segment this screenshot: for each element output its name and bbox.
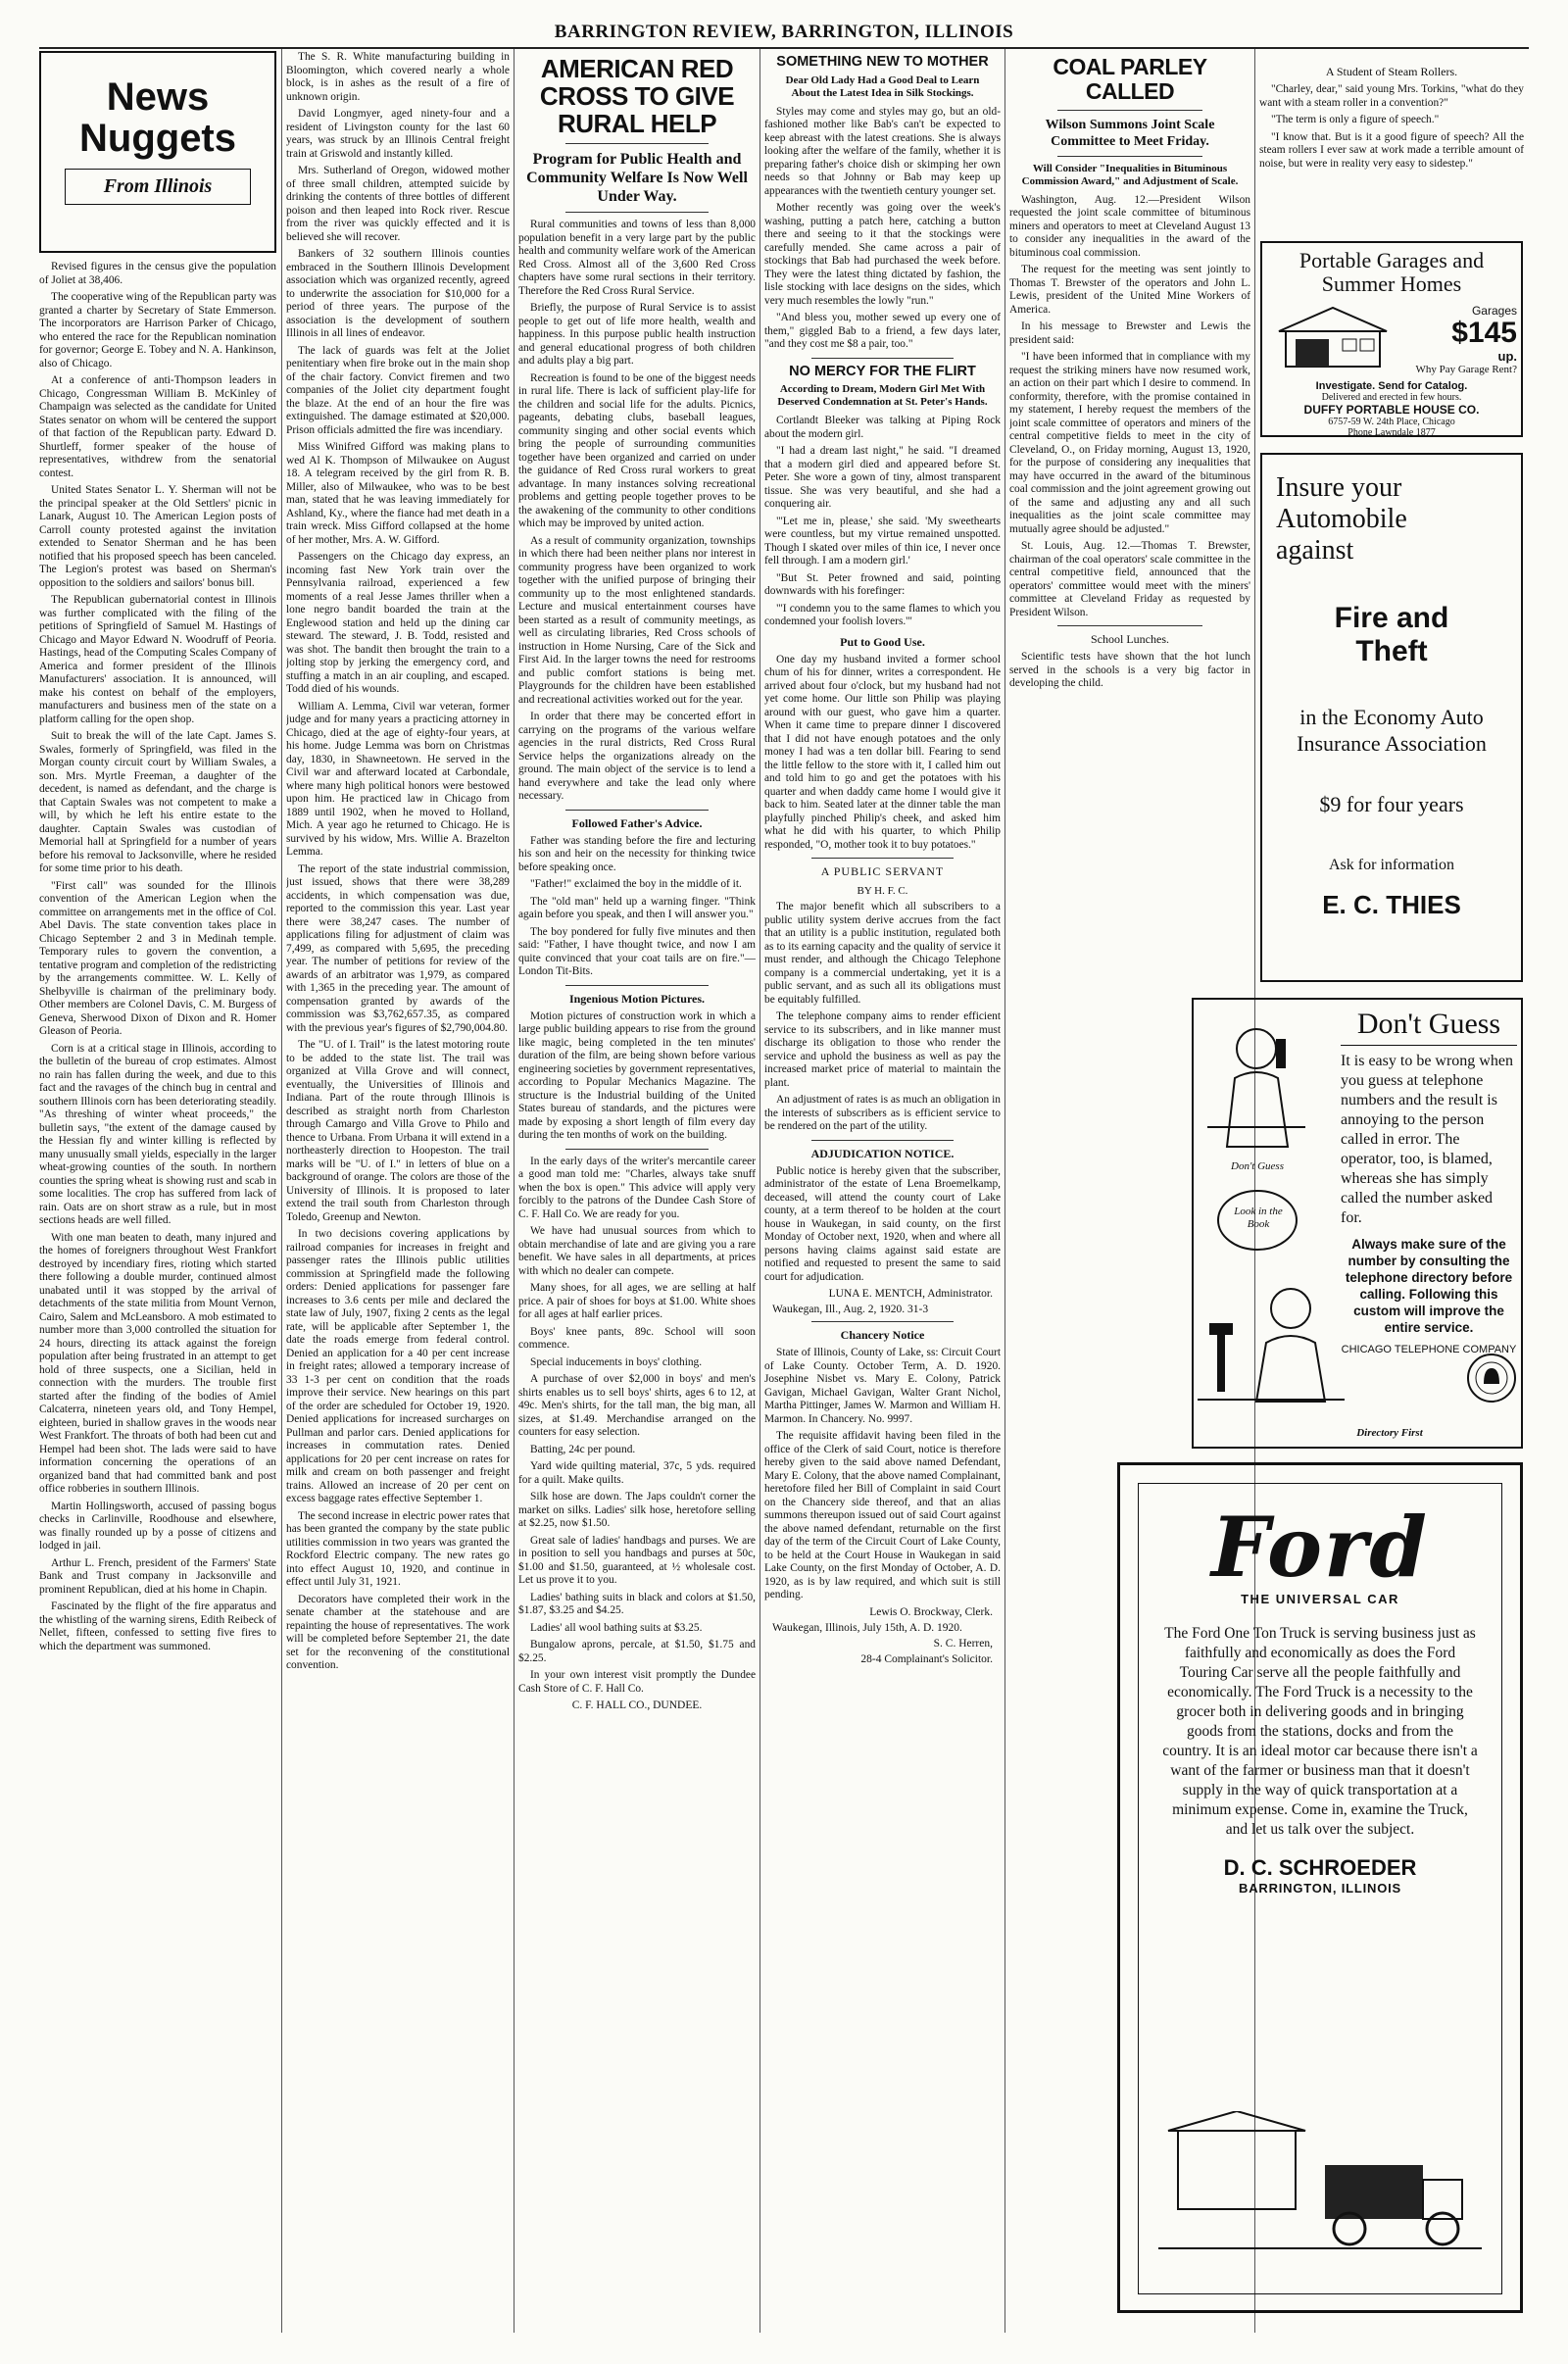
- use-heading: Put to Good Use.: [840, 634, 925, 649]
- nuggets-title-news: News: [106, 75, 210, 119]
- ford-logo: Ford: [1210, 1499, 1430, 1596]
- insure-ask: Ask for information: [1329, 857, 1454, 873]
- chancery-date: Waukegan, Illinois, July 15th, A. D. 1920.: [772, 1621, 962, 1634]
- article-paragraph: In his message to Brewster and Lewis the president said:: [1009, 320, 1250, 346]
- bell-seal-icon: [1466, 1353, 1517, 1404]
- article-paragraph: Motion pictures of construction work in which a large public building appears to rise from the ground like magic, being completed in the ten minutes' duration of the film, are being shown before various engineering societies by government representatives, according to Popular Mechanics Magazine. The structure is the Industrial building of the United States bureau of standards, and the pictures were made by exposing a short length of film every day during the ten months of work on the building.: [518, 1010, 756, 1142]
- garage-up: up.: [1497, 349, 1517, 364]
- article-paragraph: Special inducements in boys' clothing.: [530, 1355, 703, 1368]
- article-paragraph: The Republican gubernatorial contest in Illinois was further complicated with the filing of the petitions of Springfield of Samuel M. Hastings of Chicago and Mayor Edward N. Woodruff of Peoria. Hastings, head of the Computing Scales Company of America and former president of the Illinois Manufacturers' association. It is announced, will make his contest on behalf of the employers, manufacturers and business men of the state on a platform calling for the open shop.: [39, 594, 276, 725]
- article-paragraph: The cooperative wing of the Republican party was granted a charter by Secretary of State Emmerson. The incorporators are Harrison Parker of Chicago, who entered the race for the Republican nomination for governor; George E. Tobey and N. A. Hankinson, also of Chicago.: [39, 291, 276, 369]
- article-paragraph: "But St. Peter frowned and said, pointing downwards with his forefinger:: [764, 571, 1001, 598]
- servant-byline: BY H. F. C.: [857, 885, 908, 898]
- article-paragraph: Passengers on the Chicago day express, an incoming fast New York train over the Pennsylvania railroad, experienced a few moments of a real Jesse James thriller when a lone negro bandit boarded the train at the Englewood station and held up the dining car steward. The steward, J. B. Todd, resisted and was shot. The bandit then brought the train to a jolting stop by jerking the emergency cord, and stuffing a match in an air coupling, and escaped. Todd died of his wounds.: [286, 551, 510, 695]
- garage-label: Garages: [1471, 304, 1517, 318]
- adjudication-body: [764, 1165, 1001, 1285]
- use-body: [764, 654, 1001, 853]
- nuggets-from: From Illinois: [65, 169, 251, 205]
- article-paragraph: Martin Hollingsworth, accused of passing bogus checks in Carlinville, Roodhouse and elsewhere, was finally rounded up by a posse of citizens and lodged in jail.: [39, 1500, 276, 1551]
- garage-phone: Phone Lawndale 1877: [1348, 427, 1436, 438]
- ford-truck-illustration: [1158, 2111, 1482, 2258]
- article-paragraph: Scientific tests have shown that the hot lunch served in the schools is a very big factor in developing the child.: [1009, 651, 1250, 690]
- article-paragraph: Many shoes, for all ages, we are selling at half price. A pair of shoes for boys at $1.00. White shoes for all ages at half earlier prices.: [518, 1282, 756, 1321]
- article-paragraph: Public notice is hereby given that the subscriber, administrator of the estate of Lena Broemelkamp, deceased, will attend the county court of Lake county, at a term thereof to be holden at the court house in Waukegan, in said county, on the first Monday of October next, 1920, when and where all persons having claims against said estate are notified and requested to present the same to said court for adjudication.: [764, 1164, 1001, 1283]
- article-paragraph: Father was standing before the fire and lecturing his son and heir on the necessity for thinking twice before speaking once.: [518, 834, 756, 873]
- adjudication-signature: LUNA E. MENTCH, Administrator.: [828, 1288, 993, 1301]
- insure-theft: Theft: [1355, 635, 1428, 667]
- article-paragraph: Yard wide quilting material, 37c, 5 yds. required for a quilt. Make quilts.: [518, 1460, 756, 1486]
- article-paragraph: Boys' knee pants, 89c. School will soon commence.: [518, 1325, 756, 1352]
- chancery-heading: Chancery Notice: [840, 1328, 925, 1343]
- ford-body: The Ford One Ton Truck is serving business just as faithfully and economically as does the Ford Touring Car serve all the people faithfully and economically. The Ford Truck is a necessity to the grocer both in delivering goods and in bringing goods from the stations, docks and from the country. It is an ideal motor car because there isn't a want of the farmer or business man that it doesn't supply in the way of quick transportation at a minimum expense. Come in, examine the Truck, and let us talk over the subject.: [1162, 1625, 1478, 1838]
- garage-price: $145: [1451, 317, 1517, 349]
- column-rule: [1004, 49, 1005, 2333]
- garage-delivered: Delivered and erected in few hours.: [1321, 392, 1462, 403]
- column-red-cross: [518, 51, 756, 2335]
- divider: [565, 212, 708, 213]
- article-paragraph: Silk hose are down. The Japs couldn't corner the market on silks. Ladies' silk hose, heretofore selling at $2.25, now $1.50.: [518, 1491, 756, 1530]
- ford-tagline: THE UNIVERSAL CAR: [1241, 1592, 1399, 1606]
- article-paragraph: "I know that. But is it a good figure of speech? All the steam rollers I ever saw at work made a terrible amount of noise, but were in reality very easy to sidestep.": [1259, 130, 1524, 170]
- article-paragraph: William A. Lemma, Civil war veteran, former judge and for many years a practicing attorney in Chicago, died at the age of eighty-four years, at his home. Judge Lemma was born on Christmas day, 1830, in Shawneetown. He served in the Civil war and afterward located at Carbondale, where many high political honors were bestowed upon him. He practiced law in Chicago from 1889 until 1902, when he moved to Holland, Mich. A year ago he returned to Chicago. He is survived by his widow, Mrs. Willie A. Brazelton Lemma.: [286, 700, 510, 858]
- servant-heading: A PUBLIC SERVANT: [820, 864, 945, 879]
- chancery-solicitor-title: 28-4 Complainant's Solicitor.: [860, 1652, 993, 1665]
- article-paragraph: Fascinated by the flight of the fire apparatus and the whistling of the warning sirens, Edith Reibeck of Nellet, fifteen, confessed to setting five fires to which the department was summoned.: [39, 1601, 276, 1652]
- insure-line-3: against: [1276, 535, 1354, 566]
- chancery-solicitor: S. C. Herren,: [933, 1637, 993, 1650]
- ford-town: BARRINGTON, ILLINOIS: [1239, 1881, 1401, 1896]
- father-heading: Followed Father's Advice.: [571, 815, 703, 830]
- article-paragraph: David Longmyer, aged ninety-four and a resident of Livingston county for the last 60 years, was struck by an Illinois Central freight train at Griswold and instantly killed.: [286, 108, 510, 160]
- article-paragraph: "I have been informed that in compliance with my request the striking miners have now resumed work, an action on their part which I desire to commend. In conformity, therefore, with the promise contained in my statement, I hereby request the members of the joint scale committee of operators and miners of the central competitive fields to meet in the city of Cleveland, O., on Friday morning, August 13, 1920, for the purpose of considering any inequalities that may have occurred in the award of the bituminous coal commission and the joint agreement growing out of the same and adjusting any and all such inequalities as the joint scale committee may mutually agree should be adjusted.": [1009, 351, 1250, 535]
- ford-ad: [1117, 1462, 1523, 2313]
- divider: [565, 1149, 708, 1150]
- article-paragraph: In two decisions covering applications by railroad companies for increases in freight and passenger rates the Illinois public utilities commission at Springfield made the following orders: Denied applications for passenger fare increases to 3.6 cents per mile and declared the state law of July, 1907, fixing 2 cents as the legal rate, will be applicable after September 1, the date the roads emerge from federal control. Denied an application for a 40 per cent increase in freight rates; allowed a temporary increase of 33 1-3 per cent on condition that the roads improve their service. New hearings on this part of the order are scheduled for October 19, 1920. Denied applications for increased surcharges on Pullman and parlor cars. Denied applications for increases in commutation rates. Denied applications for 20 per cent increase on rates for milk and cream on both passenger and freight trains. Allowed an increase of 20 per cent on excess baggage rates effective September 1.: [286, 1228, 510, 1504]
- masthead-rule: [39, 47, 1529, 49]
- insure-line-2: Automobile: [1276, 504, 1407, 534]
- article-paragraph: "The term is only a figure of speech.": [1271, 114, 1440, 125]
- motion-heading: Ingenious Motion Pictures.: [568, 991, 706, 1006]
- article-paragraph: An adjustment of rates is as much an obligation in the interests of subscribers as is efficient service to be rendered on the part of the utility.: [764, 1094, 1001, 1133]
- divider: [565, 810, 708, 811]
- article-paragraph: Ladies' all wool bathing suits at $3.25.: [530, 1621, 703, 1634]
- telephone-title: Don't Guess: [1341, 1008, 1517, 1046]
- article-paragraph: Recreation is found to be one of the biggest needs in rural life. There is lack of sufficient play-life for the children and social life for the adults. Picnics, pageants, debating clubs, baseball leagues, community singing and other social events which bring the people of surrounding communities together have been organized and carried on under the guidance of Red Cross rural workers to great advantage. In many instances solving recreational problems and getting people together proves to be the awakening of the community to other conditions which may be improved by united action.: [518, 371, 756, 530]
- article-paragraph: The telephone company aims to render efficient service to its subscribers, and in like manner must discharge its obligation to those who render the service and uphold the business as well as pay the increased market price of material to maintain the plant.: [764, 1010, 1001, 1089]
- article-paragraph: "First call" was sounded for the Illinois convention of the American Legion when the committee on arrangements met in the office of Col. Abel Davis. The state convention takes place in Chicago September 2 and 3 in Medinah temple. Temporary rules to govern the convention, a tentative program and completion of the redistricting by the arrangements committee. W. L. Kelly of Shelbyville is chairman of the preliminary body. Other members are Colonel Davis, C. M. Burgess of Geneva, Sherwood Dixon of Dixon and R. Homer Gleason of Peoria.: [39, 879, 276, 1037]
- article-paragraph: In your own interest visit promptly the Dundee Cash Store of C. F. Hall Co.: [518, 1669, 756, 1695]
- article-paragraph: Batting, 24c per pound.: [530, 1443, 636, 1455]
- article-paragraph: Ladies' bathing suits in black and colors at $1.50, $1.87, $3.25 and $4.25.: [518, 1591, 756, 1617]
- coal-deck-2: Will Consider "Inequalities in Bituminous Commission Award," and Adjustment of Scale.: [1021, 162, 1239, 187]
- motion-body: [518, 1010, 756, 1143]
- insure-association: in the Economy Auto Insurance Association: [1297, 705, 1487, 756]
- store-body: [518, 1156, 756, 1697]
- article-paragraph: With one man beaten to death, many injured and the homes of foreigners throughout West Frankfort destroyed by incendiary fires, rioting which started there following a double murder, continued almost unabated until it was stopped by the arrival of detachments of the state militia from Mount Vernon, Cairo, Salem and McLeansboro. A mob estimated to number more than 3,000 controlled the situation for 24 hours, directing its attack against the foreign population after being frustrated in an attempt to get hold of three suspects, one a Sicilian, held in connection with the murders. The trouble first started after the finding of the bodies of Amiel Calcaterra, nineteen years old, and Tony Hempel, eighteen, buried in shallow graves in the woods near West Frankfort. The throats of both had been cut and Hempel had been shot. The lads were said to have information concerning the operations of an organized band that had committed bank and post office robberies in southern Illinois.: [39, 1231, 276, 1495]
- article-paragraph: Mother recently was going over the week's washing, putting a patch here, catching a button there and seeing to it that the stockings were carefully mended. She came across a pair of stockings that Bab had purchased the week before. They were the latest thing dictated by fashion, the lisle stocking with lace designs on the sides, which very much resembles the lowly "run.": [764, 202, 1001, 307]
- adjudication-date: Waukegan, Ill., Aug. 2, 1920. 31-3: [772, 1304, 929, 1316]
- article-paragraph: The "old man" held up a warning finger. "Think again before you speak, and then I will answer you.": [518, 895, 756, 921]
- briefs-body: [286, 51, 510, 1673]
- column-rollers: [1259, 51, 1524, 237]
- garage-why: Why Pay Garage Rent?: [1415, 364, 1517, 375]
- article-paragraph: One day my husband invited a former school chum of his for dinner, writes a correspondent. He arrived about four o'clock, but my husband had not yet come home. Our little son Philip was playing around with our guest, who gave him a quarter. When it came time to prepare dinner I discovered that I did not have enough potatoes and the only money I had was a ten dollar bill. Fearing to send the little fellow to the store with it, I called him out and told him to go and get the potatoes with his quarter and when daddy came home I would give it back to him. Seated later at the dinner table the man playfully pinched Philip's cheek, and asked him what he did with his quarter, to which Philip responded, "O, mother took it to buy potatoes.": [764, 653, 1001, 851]
- article-paragraph: Great sale of ladies' handbags and purses. We are in position to sell you handbags and purses at 50c, $1.00 and $1.50, guaranteed, at ½ wholesale cost. Let us prove it to you.: [518, 1534, 756, 1587]
- article-paragraph: Miss Winifred Gifford was making plans to wed Al K. Thompson of Milwaukee on August 18. A telegram received by the girl from R. B. Miller, also of Milwaukee, who was to be best man, stated that he was leaving immediately for Ashland, Ky., where the fiance had met death in a train wreck. Miss Gifford collapsed at the home of her mother, Mrs. A. W. Gifford.: [286, 441, 510, 546]
- article-paragraph: Arthur L. French, president of the Farmers' State Bank and Trust company in Jacksonville and prominent Republican, died at his home in Chapin.: [39, 1556, 276, 1596]
- article-paragraph: Cortlandt Bleeker was talking at Piping Rock about the modern girl.: [764, 415, 1001, 440]
- article-paragraph: The "U. of I. Trail" is the latest motoring route to be added to the state list. The trail was organized at Villa Grove and will connect, eventually, the Universities of Illinois and Indiana. Part of the route through Illinois is described as straight north from Charleston through Camargo and Villa Grove to Philo and thence to Urbana. From Urbana it will extend in a northeasterly direction to Hoopeston. The trail marks will be "U. of I." in letters of blue on a background of orange. The colors are those of the University of Illinois. It is proposed to later extend the trail south from Charleston through Toledo, Greenup and Newton.: [286, 1039, 510, 1223]
- article-paragraph: Rural communities and towns of less than 8,000 population benefit in a very large part by the public health and community welfare work of the American Red Cross. Almost all of the 3,600 Red Cross chapters have some rural sections in their territory. Therefore the Red Cross Rural Service.: [518, 219, 756, 297]
- adjudication-heading: ADJUDICATION NOTICE.: [810, 1146, 955, 1160]
- article-paragraph: The major benefit which all subscribers to a public utility system derive accrues from the fact that an utility is a public institution, regulated both as to its earning capacity and the quality of service it must render, and although the Chicago Telephone company is a commercial undertaking, yet it is a public servant, and as such all its obligations must be equitably fulfilled.: [764, 901, 1001, 1006]
- article-paragraph: "Charley, dear," said young Mrs. Torkins, "what do they want with a steam roller in a convention?": [1259, 83, 1524, 109]
- divider: [811, 1140, 954, 1141]
- article-paragraph: "'I condemn you to the same flames to which you condemned your foolish lovers.'": [764, 602, 1001, 628]
- column-mother: [764, 51, 1001, 2335]
- telephone-ad: [1192, 998, 1523, 1449]
- article-paragraph: St. Louis, Aug. 12.—Thomas T. Brewster, chairman of the coal operators' scale committee in the central competitive field, announced that the operators' committee would meet with the miners' committee at Cleveland Friday as requested by President Wilson.: [1009, 540, 1250, 618]
- red-cross-headline: AMERICAN RED CROSS TO GIVE RURAL HELP: [539, 54, 735, 139]
- article-paragraph: "'Let me in, please,' she said. 'My sweethearts were countless, but my virtue remained unspotted. Though I skated over miles of thin ice, I never once fell through. I am a modern girl.': [764, 515, 1001, 567]
- article-paragraph: Mrs. Sutherland of Oregon, widowed mother of three small children, attempted suicide by drinking the contents of three bottles of different poison and then leaped into Rock river. Rescue from the river was quickly effected and it is believed she will recover.: [286, 165, 510, 243]
- column-news-nuggets: [39, 51, 276, 2335]
- divider: [811, 1321, 954, 1322]
- divider: [1057, 110, 1202, 111]
- directory-man-illustration: [1198, 1264, 1345, 1411]
- article-paragraph: Briefly, the purpose of Rural Service is to assist people to get out of life more health, wealth and happiness. In this purpose public health instruction and general educational progress of both children and adults play a big part.: [518, 302, 756, 368]
- rollers-body: [1259, 83, 1524, 171]
- nuggets-title-nuggets: Nuggets: [79, 117, 236, 160]
- article-paragraph: Styles may come and styles may go, but an old-fashioned mother like Bab's can't be expected to keep abreast with the latest creations. She is always looking after the welfare of the family, whether it is preparing father's choice dish or skimping her own needs so that Johnny or Bab may keep up appearances with the twentieth century younger set.: [764, 105, 1001, 197]
- guess-man-illustration: [1198, 1010, 1315, 1157]
- article-paragraph: In the early days of the writer's mercantile career a good man told me: "Charles, always take snuff when the box is open." This advice will apply very forcibly to the patrons of the Dundee Cash Store of C. F. Hall Co. We are ready for you.: [518, 1155, 756, 1220]
- insure-agent: E. C. THIES: [1322, 890, 1461, 919]
- garage-illustration: [1274, 302, 1392, 370]
- article-paragraph: Bungalow aprons, percale, at $1.50, $1.75 and $2.25.: [518, 1639, 756, 1664]
- masthead: BARRINGTON REVIEW, BARRINGTON, ILLINOIS: [554, 22, 1014, 42]
- caption-directory-first: Directory First: [1356, 1427, 1423, 1439]
- father-body: [518, 835, 756, 979]
- mother-headline: SOMETHING NEW TO MOTHER: [776, 54, 989, 70]
- article-paragraph: The boy pondered for fully five minutes and then said: "Father, I have thought twice, and now I am quite convinced that your coat tails are on fire."—London Tit-Bits.: [518, 925, 756, 978]
- chancery-clerk: Lewis O. Brockway, Clerk.: [869, 1605, 993, 1618]
- article-paragraph: "And bless you, mother sewed up every one of them," giggled Bab to a friend, a few days later, "and they cost me $8 a pair, too.": [764, 312, 1001, 351]
- article-paragraph: Corn is at a critical stage in Illinois, according to the bulletin of the bureau of crop estimates. Almost no rain has fallen during the week, and due to this fact and the ravages of the chinch bug in central and southern Illinois corn has been deteriorating steadily. "As threshing of winter wheat proceeds," the bulletin says, "the extent of the damage caused by the Hessian fly and winter killing is reflected by many unusually small yields, especially in the larger wheat-growing counties of the south. In northern counties the spring wheat is showing rust and scab in some localities. The crop has suffered from lack of rain. Oats are on short straw as a rule, but in most sections heads are well filled.: [39, 1042, 276, 1226]
- store-signature: C. F. HALL CO., DUNDEE.: [571, 1699, 703, 1712]
- divider: [565, 143, 708, 144]
- article-paragraph: A purchase of over $2,000 in boys' and men's shirts enables us to sell boys' shirts, ages 6 to 12, at 49c. Men's shirts, for the tall man, the big man, all sizes, at $1.49. Merchandise arranged on the counters for easy selection.: [518, 1373, 756, 1439]
- mother-deck: Dear Old Lady Had a Good Deal to Learn About the Latest Idea in Silk Stockings.: [785, 74, 980, 99]
- article-paragraph: The report of the state industrial commission, just issued, shows that there were 38,289 accidents, in which compensation was due, reported to the commission this year. Last year there were 38,247 cases. The number of applications filing for adjustment of claim was 7,499, as compared with 5,695, the preceding year. The number of petitions for review of the awards of an arbitrator was 1,979, as compared with 1,365 in the preceding year. The amount of compensation granted by awards of the commission was $3,762,657.35, as compared with the previous year's figures of $2,790,004.80.: [286, 862, 510, 1034]
- insure-fire: Fire and: [1334, 602, 1449, 634]
- red-cross-body: [518, 219, 756, 804]
- article-paragraph: We have had unusual sources from which to obtain merchandise of late and are giving you a rare benefit. We have sales in all departments, at prices with which no dealer can compete.: [518, 1225, 756, 1277]
- insure-price: $9 for four years: [1319, 792, 1464, 816]
- telephone-body: It is easy to be wrong when you guess at telephone numbers and the result is annoying to the person called in error. The operator, too, is blamed, whereas she has simply called the number asked for.: [1341, 1053, 1513, 1226]
- article-paragraph: In order that there may be concerted effort in carrying on the programs of the various welfare agencies in the rural districts, Red Cross Rural Service helps the organizations already on the ground. The main object of the service is to lend a hand everywhere and take the lead only where necessary.: [518, 711, 756, 803]
- insurance-ad: [1260, 453, 1523, 982]
- article-paragraph: Suit to break the will of the late Capt. James S. Swales, formerly of Springfield, was filed in the Morgan county circuit court by William Swales, a son. Mrs. Myrtle Freeman, a daughter of the decedent, is named as defendant, and the charge is that Captain Swales was not competent to make a will, by which he left his entire estate to the daughter. Captain Swales was custodian of Memorial hall at Springfield for a number of years before his removal to Jacksonville, where he resided for some time prior to his death.: [39, 730, 276, 874]
- article-paragraph: Bankers of 32 southern Illinois counties embraced in the Southern Illinois Development association which was organized recently, agreed to underwrite the association for $10,000 for a period of three years. The purpose of the association is the development of southern Illinois in all lines of endeavor.: [286, 248, 510, 339]
- article-paragraph: As a result of community organization, townships in which there had been neither plans nor interest in community progress have been organized to work together with the unified purpose of bringing their community up to the most enlightened standards. Lecture and musical entertainment courses have been started as a result of community meetings, as well as circulating libraries, Red Cross schools of instruction in Home Nursing, Care of the Sick and First Aid. In the larger towns the need for restrooms and public comfort stations is being met. Playgrounds for the children have been established and recreational activities worked out for the year.: [518, 534, 756, 706]
- insure-line-1: Insure your: [1276, 472, 1402, 503]
- article-paragraph: The requisite affidavit having been filed in the office of the Clerk of said Court, notice is therefore hereby given to the said above named Defendant, Mary E. Colony, that the above named Complainant, heretofore filed her Bill of Complaint in said Court on the Chancery side thereof, and that an alias summons thereupon issued out of said Court against the above named defendant, returnable on the first day of the term of the Circuit Court of Lake County, to be held at the Court House in Waukegan in said Lake County, on the first Monday of October, A. D. 1920, as is by law required, and which suit is still pending.: [764, 1430, 1001, 1601]
- flirt-body: [764, 415, 1001, 629]
- divider: [565, 985, 708, 986]
- article-paragraph: "I had a dream last night," he said. "I dreamed that a modern girl died and appeared before St. Peter. She wore a gown of tiny, almost transparent tissue. She was very beautiful, and she had a conquering air.: [764, 445, 1001, 511]
- flirt-headline: NO MERCY FOR THE FLIRT: [789, 363, 976, 379]
- coal-headline: COAL PARLEY CALLED: [1053, 54, 1207, 104]
- telephone-company: CHICAGO TELEPHONE COMPANY: [1341, 1344, 1517, 1355]
- chancery-body: [764, 1347, 1001, 1602]
- garage-title: Portable Garages and Summer Homes: [1298, 248, 1485, 296]
- garage-investigate: Investigate. Send for Catalog.: [1315, 380, 1468, 392]
- coal-body: [1009, 194, 1250, 620]
- ford-dealer: D. C. SCHROEDER: [1223, 1855, 1417, 1880]
- rollers-heading: A Student of Steam Rollers.: [1325, 65, 1458, 78]
- article-paragraph: The S. R. White manufacturing building in Bloomington, which covered nearly a whole block, is in ashes as the result of a fire of unknown origin.: [286, 51, 510, 103]
- article-paragraph: United States Senator L. Y. Sherman will not be the principal speaker at the Old Settlers' picnic in Lanark, August 10. The American Legion posts of Carroll county protested against the invitation extended to Senator Sherman and he has been notified that his proposed speech has been canceled. The Legion's protest was based on Sherman's opposition to the soldiers and sailors' bonus bill.: [39, 484, 276, 589]
- caption-dont-guess: Don't Guess: [1231, 1160, 1284, 1172]
- column-news-briefs: [286, 51, 510, 2335]
- article-paragraph: Decorators have completed their work in the senate chamber at the statehouse and are repainting the house of representatives. The work will be completed before September 21, the date set for the reconvening of the constitutional convention.: [286, 1593, 510, 1671]
- article-paragraph: "Father!" exclaimed the boy in the middle of it.: [530, 878, 742, 891]
- article-paragraph: At a conference of anti-Thompson leaders in Chicago, Congressman William B. McKinley of Champaign was selected as the candidate for United States senator on whom will be centered the support of that faction of the Republican party. Edward D. Shurtleff, former speaker of the house of representatives, withdrew from the senatorial contest.: [39, 374, 276, 479]
- article-paragraph: The lack of guards was felt at the Joliet penitentiary when fire broke out in the main shop of the chair factory. Convict firemen and two companies of the Joliet city department fought the blaze. At the end of an hour the fire was extinguished. The damage estimated at $20,000. Prison officials admitted the fire was incendiary.: [286, 344, 510, 436]
- caption-look-in-book: Look in the Book: [1234, 1206, 1283, 1230]
- article-paragraph: The request for the meeting was sent jointly to Thomas T. Brewster of the operators and John L. Lewis, president of the United Mine Workers of America.: [1009, 264, 1250, 316]
- article-paragraph: The second increase in electric power rates that has been granted the company by the state public utilities commission in two years was granted the Rockford Electric company. The new rates go into effect August 10, 1920, and continue in effect until July 31, 1921.: [286, 1509, 510, 1588]
- news-nuggets-box: [39, 51, 276, 253]
- divider: [811, 858, 954, 859]
- lunch-body: [1009, 651, 1250, 691]
- mother-body: [764, 106, 1001, 352]
- garage-company: DUFFY PORTABLE HOUSE CO.: [1303, 403, 1480, 417]
- nuggets-body: [39, 261, 276, 1653]
- article-paragraph: Revised figures in the census give the population of Joliet at 38,406.: [39, 261, 276, 286]
- red-cross-deck: Program for Public Health and Community Welfare Is Now Well Under Way.: [526, 151, 748, 206]
- lunch-heading: School Lunches.: [1091, 632, 1169, 647]
- article-paragraph: State of Illinois, County of Lake, ss: Circuit Court of Lake County. October Term, A. D. 1920. Josephine Nisbet vs. Mary E. Colony, Patrick Gavigan, Michael Gavigan, Walter Grant Nichol, Martha Pittinger, James W. Marmon and William H. Marmon. In Chancery. No. 9997.: [764, 1347, 1001, 1425]
- flirt-deck: According to Dream, Modern Girl Met With Deserved Condemnation at St. Peter's Hands.: [777, 383, 988, 409]
- divider: [1057, 625, 1202, 626]
- divider: [1057, 156, 1202, 157]
- article-paragraph: Washington, Aug. 12.—President Wilson requested the joint scale committee of bituminous miners and operators to meet at Cleveland August 13 to consider any inequalities in the award of the bituminous coal commission.: [1009, 193, 1250, 259]
- coal-deck: Wilson Summons Joint Scale Committee to Meet Friday.: [1045, 117, 1215, 149]
- telephone-always: Always make sure of the number by consulting the telephone directory before calling. Following this custom will improve the entire service.: [1345, 1237, 1513, 1335]
- column-rule: [281, 49, 282, 2333]
- servant-body: [764, 901, 1001, 1134]
- garage-ad: [1260, 241, 1523, 437]
- divider: [811, 358, 954, 359]
- garage-address: 6757-59 W. 24th Place, Chicago: [1328, 417, 1455, 427]
